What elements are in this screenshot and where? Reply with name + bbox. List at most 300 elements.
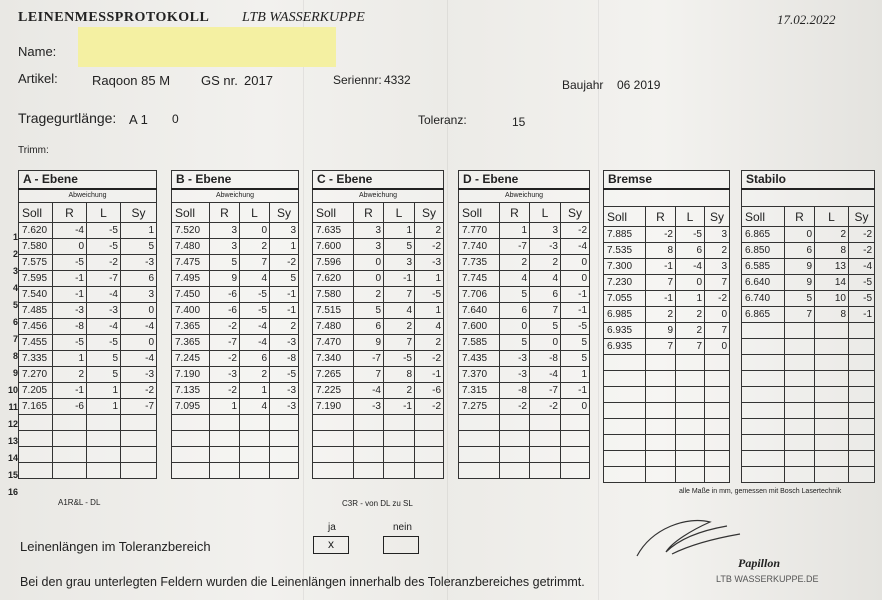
table-row <box>742 387 875 403</box>
deviation-cell: -8 <box>270 351 299 367</box>
deviation-cell: -5 <box>53 255 87 271</box>
table-row <box>604 451 730 467</box>
deviation-cell <box>210 463 240 479</box>
deviation-cell <box>121 431 157 447</box>
deviation-cell: -4 <box>676 259 705 275</box>
deviation-cell: 5 <box>87 351 121 367</box>
deviation-cell: 1 <box>415 271 444 287</box>
serien-label: Seriennr: <box>333 73 382 87</box>
deviation-cell: -4 <box>354 383 384 399</box>
deviation-cell: 0 <box>53 239 87 255</box>
deviation-cell: -6 <box>210 303 240 319</box>
soll-cell <box>313 447 354 463</box>
deviation-cell: 5 <box>530 319 561 335</box>
table-row <box>742 403 875 419</box>
table-row <box>742 243 875 259</box>
deviation-cell <box>815 323 849 339</box>
soll-cell <box>742 403 785 419</box>
row-number: 9 <box>12 368 18 378</box>
deviation-cell: 0 <box>705 307 730 323</box>
soll-cell: 7.340 <box>313 351 354 367</box>
soll-cell <box>459 463 500 479</box>
deviation-cell: 0 <box>530 335 561 351</box>
deviation-cell: 9 <box>785 259 815 275</box>
table-row <box>172 431 299 447</box>
deviation-cell <box>815 355 849 371</box>
toleranz-label: Toleranz: <box>418 113 467 127</box>
deviation-cell: -4 <box>849 259 875 275</box>
soll-cell: 7.600 <box>313 239 354 255</box>
deviation-cell: -2 <box>646 227 676 243</box>
deviation-cell <box>815 435 849 451</box>
deviation-cell: -1 <box>270 287 299 303</box>
table-row <box>604 339 730 355</box>
deviation-cell <box>849 339 875 355</box>
soll-cell <box>459 431 500 447</box>
protocol-date: 17.02.2022 <box>777 12 836 27</box>
table-row <box>172 271 299 287</box>
table-title: B - Ebene <box>172 171 299 189</box>
soll-cell: 6.640 <box>742 275 785 291</box>
deviation-cell: -3 <box>87 303 121 319</box>
toleranz-value: 15 <box>512 115 526 129</box>
deviation-cell: 6 <box>354 319 384 335</box>
deviation-cell <box>849 467 875 483</box>
column-header: L <box>384 203 415 223</box>
deviation-cell <box>676 451 705 467</box>
stamp-domain: LTB WASSERKUPPE.DE <box>716 574 819 584</box>
deviation-cell: 9 <box>785 275 815 291</box>
column-header: L <box>530 203 561 223</box>
soll-cell <box>19 415 53 431</box>
table-row <box>172 351 299 367</box>
deviation-cell: -1 <box>561 383 590 399</box>
table-row <box>459 287 590 303</box>
deviation-cell: -6 <box>53 399 87 415</box>
deviation-cell <box>210 415 240 431</box>
table-row <box>459 271 590 287</box>
deviation-cell: 8 <box>384 367 415 383</box>
table-row <box>19 367 157 383</box>
table-row <box>742 419 875 435</box>
deviation-cell <box>646 355 676 371</box>
deviation-cell <box>53 447 87 463</box>
deviation-cell: 5 <box>384 239 415 255</box>
table-row <box>459 447 590 463</box>
deviation-cell: 8 <box>646 243 676 259</box>
table-row <box>459 415 590 431</box>
deviation-cell: -7 <box>121 399 157 415</box>
spacer-cell <box>604 189 730 207</box>
deviation-cell <box>849 323 875 339</box>
deviation-cell <box>121 415 157 431</box>
deviation-cell: 7 <box>676 339 705 355</box>
row-number: 7 <box>12 334 18 344</box>
deviation-cell <box>530 415 561 431</box>
soll-cell: 7.370 <box>459 367 500 383</box>
deviation-cell: 3 <box>270 223 299 239</box>
table-row <box>459 255 590 271</box>
soll-cell: 7.596 <box>313 255 354 271</box>
table-row <box>313 223 444 239</box>
deviation-cell: -5 <box>240 303 270 319</box>
deviation-cell <box>384 463 415 479</box>
table-row <box>313 415 444 431</box>
deviation-cell: 5 <box>121 239 157 255</box>
deviation-cell <box>646 451 676 467</box>
deviation-cell: 5 <box>354 303 384 319</box>
deviation-cell: 4 <box>500 271 530 287</box>
deviation-cell <box>815 451 849 467</box>
deviation-cell <box>270 415 299 431</box>
deviation-cell: 1 <box>240 383 270 399</box>
deviation-cell: -7 <box>210 335 240 351</box>
deviation-cell: -2 <box>849 243 875 259</box>
deviation-cell <box>849 355 875 371</box>
soll-cell: 7.190 <box>313 399 354 415</box>
table-title: D - Ebene <box>459 171 590 189</box>
ja-label: ja <box>328 522 336 533</box>
row-number: 3 <box>12 266 18 276</box>
stamp-brand: Papillon <box>738 556 781 570</box>
soll-cell <box>604 387 646 403</box>
deviation-cell: 2 <box>530 255 561 271</box>
deviation-cell <box>815 419 849 435</box>
deviation-cell: 0 <box>785 227 815 243</box>
deviation-cell <box>240 463 270 479</box>
deviation-cell: -1 <box>53 287 87 303</box>
table-row <box>742 307 875 323</box>
deviation-cell <box>530 431 561 447</box>
table-row <box>459 431 590 447</box>
deviation-cell: 5 <box>270 271 299 287</box>
deviation-cell: 6 <box>121 271 157 287</box>
deviation-cell: -1 <box>646 291 676 307</box>
deviation-cell: -4 <box>121 351 157 367</box>
deviation-cell: -4 <box>240 335 270 351</box>
deviation-cell: -4 <box>240 319 270 335</box>
deviation-cell: 3 <box>705 259 730 275</box>
table-row <box>19 223 157 239</box>
deviation-cell: 2 <box>354 287 384 303</box>
soll-cell: 7.475 <box>172 255 210 271</box>
soll-cell: 7.585 <box>459 335 500 351</box>
deviation-cell: 0 <box>354 271 384 287</box>
deviation-cell: -7 <box>500 239 530 255</box>
deviation-cell: 13 <box>815 259 849 275</box>
deviation-cell <box>676 467 705 483</box>
table-row <box>742 339 875 355</box>
deviation-cell <box>849 387 875 403</box>
column-header: Soll <box>742 207 785 227</box>
soll-cell: 7.635 <box>313 223 354 239</box>
table-title: C - Ebene <box>313 171 444 189</box>
soll-cell: 7.205 <box>19 383 53 399</box>
deviation-cell <box>705 371 730 387</box>
deviation-cell <box>354 415 384 431</box>
soll-cell: 7.435 <box>459 351 500 367</box>
deviation-cell: -2 <box>415 399 444 415</box>
table-row <box>604 243 730 259</box>
table-row <box>459 383 590 399</box>
tragegurt-a-value: A 1 <box>129 112 148 127</box>
deviation-cell: 5 <box>500 287 530 303</box>
soll-cell <box>604 371 646 387</box>
table-row <box>459 367 590 383</box>
deviation-cell: -8 <box>530 351 561 367</box>
name-label: Name: <box>18 44 57 59</box>
column-header: L <box>676 207 705 227</box>
deviation-cell: 1 <box>270 239 299 255</box>
deviation-cell: 2 <box>240 367 270 383</box>
deviation-cell <box>849 371 875 387</box>
row-number: 16 <box>7 487 18 497</box>
deviation-cell <box>676 387 705 403</box>
deviation-cell: -2 <box>270 255 299 271</box>
deviation-cell <box>121 463 157 479</box>
deviation-cell: 7 <box>785 307 815 323</box>
table-title: Bremse <box>604 171 730 189</box>
deviation-cell: -7 <box>87 271 121 287</box>
table-row <box>459 223 590 239</box>
column-header: Soll <box>313 203 354 223</box>
table-row <box>172 415 299 431</box>
table-row <box>742 355 875 371</box>
deviation-cell: 7 <box>530 303 561 319</box>
table-row <box>742 451 875 467</box>
column-header: R <box>785 207 815 227</box>
deviation-cell: 7 <box>705 323 730 339</box>
deviation-cell <box>785 467 815 483</box>
table-row <box>604 227 730 243</box>
table-a-ebene <box>18 170 157 479</box>
nein-checkbox[interactable] <box>383 536 419 554</box>
soll-cell <box>172 415 210 431</box>
deviation-cell: 1 <box>500 223 530 239</box>
soll-cell: 7.455 <box>19 335 53 351</box>
deviation-cell <box>785 403 815 419</box>
deviation-cell: -5 <box>384 351 415 367</box>
deviation-cell: 2 <box>384 319 415 335</box>
deviation-cell <box>240 431 270 447</box>
row-number: 6 <box>12 317 18 327</box>
table-row <box>742 435 875 451</box>
soll-cell <box>742 467 785 483</box>
deviation-cell: 1 <box>561 367 590 383</box>
deviation-cell: 14 <box>815 275 849 291</box>
deviation-cell <box>384 415 415 431</box>
deviation-cell: 3 <box>705 227 730 243</box>
deviation-cell: 1 <box>121 223 157 239</box>
deviation-cell: -1 <box>384 271 415 287</box>
deviation-cell: 7 <box>354 367 384 383</box>
soll-cell <box>604 419 646 435</box>
deviation-cell: 2 <box>646 307 676 323</box>
gs-label: GS nr. <box>201 73 238 88</box>
deviation-cell: -4 <box>87 319 121 335</box>
table-row <box>604 355 730 371</box>
deviation-cell: 6 <box>530 287 561 303</box>
soll-cell: 7.270 <box>19 367 53 383</box>
table-row <box>172 255 299 271</box>
table-c-ebene <box>312 170 444 479</box>
soll-cell: 7.245 <box>172 351 210 367</box>
deviation-cell <box>53 415 87 431</box>
soll-cell: 7.165 <box>19 399 53 415</box>
deviation-cell <box>210 447 240 463</box>
trimm-label: Trimm: <box>18 145 49 156</box>
deviation-cell <box>705 419 730 435</box>
soll-cell: 6.985 <box>604 307 646 323</box>
row-number: 8 <box>12 351 18 361</box>
deviation-cell: 6 <box>676 243 705 259</box>
deviation-cell: -7 <box>354 351 384 367</box>
deviation-cell <box>87 447 121 463</box>
deviation-cell: 2 <box>676 307 705 323</box>
deviation-cell: 5 <box>561 335 590 351</box>
table-row <box>313 287 444 303</box>
deviation-cell: -2 <box>561 223 590 239</box>
column-header: Sy <box>121 203 157 223</box>
table-b-ebene <box>171 170 299 479</box>
deviation-cell: -3 <box>210 367 240 383</box>
soll-cell: 7.575 <box>19 255 53 271</box>
soll-cell: 7.335 <box>19 351 53 367</box>
table-row <box>459 351 590 367</box>
deviation-cell <box>415 463 444 479</box>
deviation-cell: 7 <box>384 287 415 303</box>
table-row <box>604 435 730 451</box>
deviation-cell: 3 <box>210 223 240 239</box>
row-number: 10 <box>7 385 18 395</box>
deviation-cell: 9 <box>646 323 676 339</box>
soll-cell: 7.520 <box>172 223 210 239</box>
soll-cell: 7.580 <box>19 239 53 255</box>
deviation-cell <box>676 435 705 451</box>
deviation-cell: 1 <box>210 399 240 415</box>
deviation-cell: -4 <box>121 319 157 335</box>
deviation-cell <box>87 431 121 447</box>
soll-cell: 7.745 <box>459 271 500 287</box>
table-row <box>313 431 444 447</box>
deviation-cell <box>646 467 676 483</box>
deviation-cell: -5 <box>561 319 590 335</box>
deviation-cell: 5 <box>500 335 530 351</box>
soll-cell: 7.540 <box>19 287 53 303</box>
row-number: 14 <box>7 453 18 463</box>
soll-cell <box>313 463 354 479</box>
deviation-cell <box>530 447 561 463</box>
gs-value: 2017 <box>244 73 273 88</box>
table-row <box>313 239 444 255</box>
deviation-cell: 3 <box>530 223 561 239</box>
deviation-cell: 2 <box>815 227 849 243</box>
soll-cell: 7.300 <box>604 259 646 275</box>
soll-cell <box>313 431 354 447</box>
column-header: R <box>354 203 384 223</box>
table-stabilo <box>741 170 875 483</box>
deviation-cell <box>785 435 815 451</box>
deviation-cell: -1 <box>561 303 590 319</box>
soll-cell: 7.706 <box>459 287 500 303</box>
deviation-cell: 2 <box>270 319 299 335</box>
deviation-cell: 1 <box>384 223 415 239</box>
deviation-cell: 0 <box>561 399 590 415</box>
soll-cell: 7.225 <box>313 383 354 399</box>
soll-cell <box>459 415 500 431</box>
deviation-cell: -2 <box>415 351 444 367</box>
table-row <box>19 431 157 447</box>
table-row <box>459 463 590 479</box>
soll-cell: 6.865 <box>742 227 785 243</box>
deviation-cell: 0 <box>676 275 705 291</box>
deviation-cell: -3 <box>500 367 530 383</box>
deviation-cell: -5 <box>240 287 270 303</box>
deviation-cell <box>415 415 444 431</box>
abweichung-label: Abweichung <box>172 189 299 203</box>
soll-cell <box>742 387 785 403</box>
deviation-cell <box>240 447 270 463</box>
deviation-cell <box>646 403 676 419</box>
ja-checkbox[interactable]: x <box>313 536 349 554</box>
table-row <box>313 271 444 287</box>
deviation-cell: 7 <box>384 335 415 351</box>
table-row <box>313 335 444 351</box>
deviation-cell <box>849 403 875 419</box>
deviation-cell: 6 <box>785 243 815 259</box>
column-header: R <box>53 203 87 223</box>
table-row <box>172 319 299 335</box>
deviation-cell <box>705 435 730 451</box>
deviation-cell <box>354 447 384 463</box>
deviation-cell: -1 <box>415 367 444 383</box>
deviation-cell: 3 <box>384 255 415 271</box>
table-row <box>172 463 299 479</box>
deviation-cell <box>676 355 705 371</box>
deviation-cell: 7 <box>646 275 676 291</box>
tolerance-question: Leinenlängen im Toleranzbereich <box>20 539 211 554</box>
deviation-cell <box>705 387 730 403</box>
redacted-name <box>78 27 336 67</box>
deviation-cell: -6 <box>210 287 240 303</box>
deviation-cell: 0 <box>240 223 270 239</box>
table-row <box>313 351 444 367</box>
soll-cell <box>604 467 646 483</box>
table-d-ebene <box>458 170 590 479</box>
soll-cell: 7.275 <box>459 399 500 415</box>
column-header: R <box>500 203 530 223</box>
deviation-cell <box>849 419 875 435</box>
deviation-cell: -2 <box>530 399 561 415</box>
table-title: Stabilo <box>742 171 875 189</box>
deviation-cell: -3 <box>270 383 299 399</box>
table-row <box>172 303 299 319</box>
deviation-cell: -3 <box>415 255 444 271</box>
trim-note: Bei den grau unterlegten Feldern wurden die Leinenlängen innerhalb des Toleranzbereiches getrimmt. <box>20 575 585 589</box>
deviation-cell: -1 <box>384 399 415 415</box>
column-header: Soll <box>604 207 646 227</box>
deviation-cell: 7 <box>240 255 270 271</box>
table-row <box>172 399 299 415</box>
table-row <box>313 447 444 463</box>
table-row <box>604 291 730 307</box>
deviation-cell: -4 <box>87 287 121 303</box>
table-row <box>172 287 299 303</box>
table-row <box>459 399 590 415</box>
deviation-cell: -2 <box>210 383 240 399</box>
deviation-cell <box>705 467 730 483</box>
table-row <box>19 303 157 319</box>
